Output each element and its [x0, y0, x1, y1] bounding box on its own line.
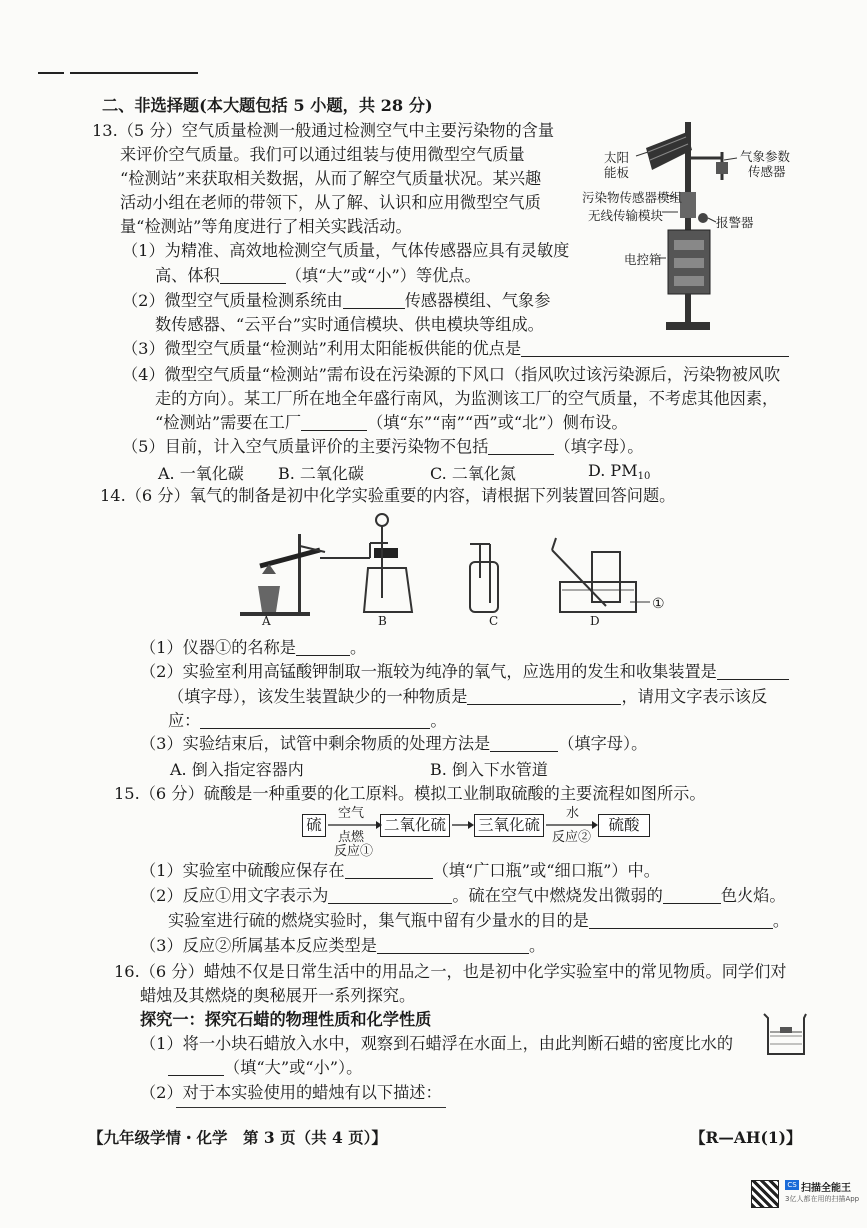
- header-rule-short: [38, 72, 64, 74]
- section-title: 二、非选择题(本大题包括 5 小题，共 28 分): [102, 96, 433, 115]
- q16-inquiry-1: 探究一：探究石蜡的物理性质和化学性质: [140, 1010, 432, 1029]
- q16-rule: [176, 1107, 446, 1108]
- q13-p4-line3: “检测站”需要在工厂 （填“东”“南”“西”或“北”）侧布设。: [155, 413, 628, 432]
- q16-p1-line1: （1）将一小块石蜡放入水中，观察到石蜡浮在水面上，由此判断石蜡的密度比水的: [140, 1034, 734, 1053]
- watermark-name: 扫描全能王: [801, 1183, 851, 1194]
- flow-box-so3: 三氧化硫: [474, 814, 544, 837]
- apparatus-label-c: C: [489, 614, 499, 628]
- flow-label-reaction2: 反应②: [552, 830, 592, 845]
- q13-option-d: D. $PM_{10}$: [588, 461, 651, 482]
- label-control-box: 电控箱: [624, 252, 662, 267]
- q14-title: 14.（6 分）氧气的制备是初中化学实验重要的内容，请根据下列装置回答问题。: [100, 486, 676, 505]
- q13-option-c: C. 二氧化氮: [430, 464, 516, 483]
- answer-blank: [488, 439, 554, 455]
- flow-label-reaction1: 反应①: [334, 844, 374, 859]
- apparatus-label-b: B: [378, 614, 387, 628]
- q14-p2-line2: （填字母），该发生装置缺少的一种物质是 ，请用文字表示该反: [168, 687, 768, 706]
- answer-blank: [345, 863, 433, 879]
- q14-p2-line1: （2）实验室利用高锰酸钾制取一瓶较为纯净的氧气，应选用的发生和收集装置是: [140, 661, 789, 683]
- q13-p1-line1: （1）为精准、高效地检测空气质量，气体传感器应具有灵敏度: [122, 241, 570, 260]
- q14-p3: （3）实验结束后，试管中剩余物质的处理方法是 （填字母）。: [140, 734, 648, 753]
- flow-label-air: 空气: [338, 806, 365, 821]
- answer-blank: [200, 713, 430, 729]
- q13-p4-line2: 走的方向）。某工厂所在地全年盛行南风，为监测该工厂的空气质量，不考虑其他因素，: [155, 389, 779, 408]
- q15-p3: （3）反应②所属基本反应类型是 。: [140, 936, 546, 955]
- q16-p2: （2）对于本实验使用的蜡烛有以下描述：: [140, 1083, 442, 1102]
- label-alarm: 报警器: [716, 215, 754, 230]
- label-weather-sensor-1: 气象参数: [740, 149, 791, 164]
- flow-box-sulfur: 硫: [302, 814, 326, 837]
- watermark-tagline: 3亿人都在用的扫描App: [785, 1195, 860, 1203]
- q14-option-b: B. 倒入下水管道: [430, 760, 548, 779]
- label-wireless-module: 无线传输模块: [588, 208, 664, 223]
- camscanner-logo-icon: CS: [785, 1180, 799, 1190]
- q13-line-5: 量“检测站”等角度进行了相关实践活动。: [120, 217, 412, 236]
- apparatus-marker-1: ①: [652, 596, 665, 612]
- flow-box-h2so4: 硫酸: [598, 814, 650, 837]
- q16-line-2: 蜡烛及其燃烧的奥秘展开一系列探究。: [140, 986, 416, 1005]
- answer-blank: [377, 938, 529, 954]
- footer-page-info: 【九年级学情・化学 第 3 页（共 4 页）】: [88, 1128, 387, 1147]
- flow-label-ignite: 点燃: [338, 830, 365, 845]
- answer-blank: [343, 293, 405, 309]
- q15-title: 15.（6 分）硫酸是一种重要的化工原料。模拟工业制取硫酸的主要流程如图所示。: [114, 784, 706, 803]
- answer-blank: [301, 415, 367, 431]
- q14-option-a: A. 倒入指定容器内: [170, 760, 304, 779]
- apparatus-label-d: D: [590, 614, 600, 628]
- q14-p1: （1）仪器①的名称是 。: [140, 638, 367, 657]
- q15-p1: （1）实验室中硫酸应保存在 （填“广口瓶”或“细口瓶”）中。: [140, 861, 660, 880]
- q13-p2-line2: 数传感器、“云平台”实时通信模块、供电模块等组成。: [155, 315, 544, 334]
- apparatus-label-a: A: [262, 614, 271, 628]
- flow-box-so2: 二氧化硫: [380, 814, 450, 837]
- scanner-watermark: [747, 1176, 859, 1224]
- answer-blank: [168, 1060, 224, 1076]
- answer-blank: [663, 888, 721, 904]
- q13-p1-line2: 高、体积 （填“大”或“小”）等优点。: [155, 266, 481, 285]
- q13-p4-line1: （4）微型空气质量“检测站”需布设在污染源的下风口（指风吹过该污染源后，污染物被风吹: [122, 365, 781, 384]
- beaker-icon: [760, 1012, 810, 1058]
- header-rule-long: [70, 72, 198, 74]
- qr-code-icon: [751, 1180, 779, 1208]
- q13-line-4: 活动小组在老师的带领下，从了解、认识和应用微型空气质: [120, 193, 541, 212]
- q15-p2-line2: 实验室进行硫的燃烧实验时，集气瓶中留有少量水的目的是 。: [168, 911, 790, 930]
- q13-p2-line1: （2）微型空气质量检测系统由 传感器模组、气象参: [122, 291, 551, 310]
- label-solar-panel-1: 太阳: [604, 150, 630, 165]
- q13-line-3: “检测站”来获取相关数据，从而了解空气质量状况。某兴趣: [120, 169, 542, 188]
- label-weather-sensor-2: 传感器: [748, 164, 786, 179]
- q13-line-1: 13.（5 分）空气质量检测一般通过检测空气中主要污染物的含量: [92, 121, 555, 140]
- answer-blank: [467, 689, 621, 705]
- q13-line-2: 来评价空气质量。我们可以通过组装与使用微型空气质量: [120, 145, 525, 164]
- label-solar-panel-2: 能板: [604, 165, 630, 180]
- answer-blank: [328, 888, 452, 904]
- answer-blank: [589, 913, 773, 929]
- q13-option-a: A. 一氧化碳: [158, 464, 244, 483]
- q16-p1-line2: （填“大”或“小”）。: [168, 1057, 362, 1079]
- q13-option-b: B. 二氧化碳: [278, 464, 364, 483]
- lab-apparatus-figure: [240, 508, 670, 628]
- q13-p5: （5）目前，计入空气质量评价的主要污染物不包括 （填字母）。: [122, 437, 644, 456]
- answer-blank: [296, 640, 350, 656]
- q15-p2-line1: （2）反应①用文字表示为 。硫在空气中燃烧发出微弱的 色火焰。: [140, 886, 786, 905]
- answer-blank: [220, 268, 286, 284]
- q13-p3: （3）微型空气质量“检测站”利用太阳能板供能的优点是: [122, 338, 789, 360]
- q16-line-1: 16.（6 分）蜡烛不仅是日常生活中的用品之一，也是初中化学实验室中的常见物质。同学们对: [114, 962, 787, 981]
- label-pollutant-sensor: 污染物传感器模组: [582, 190, 683, 205]
- footer-code: 【R—AH(1)】: [690, 1128, 802, 1147]
- q14-p2-line3: 应： 。: [168, 711, 447, 730]
- flow-label-water: 水: [566, 806, 580, 821]
- answer-blank: [490, 736, 558, 752]
- answer-blank: [717, 664, 789, 680]
